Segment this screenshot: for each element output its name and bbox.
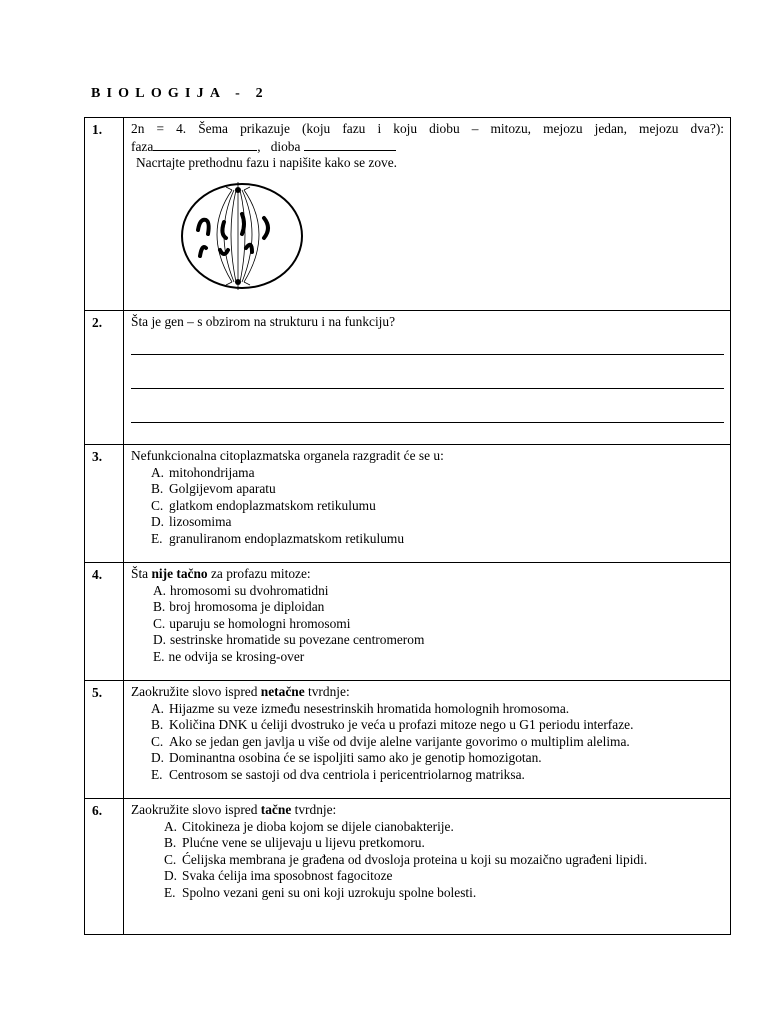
question-body [124,681,731,799]
option-c[interactable] [151,734,724,751]
option-letter: C. [151,733,164,749]
question-row [85,118,731,311]
option-letter: B. [153,599,166,615]
question-emphasis: nije tačno [151,566,208,581]
question-body [124,311,731,445]
question-emphasis: tačne [260,802,292,817]
question-number: 3. [85,445,124,563]
option-c[interactable] [153,616,724,633]
option-text: Količina DNK u ćeliji dvostruko je veća u profazi mitoze nego u G1 periodu interfaze. [169,717,634,733]
question-row [85,311,731,445]
faza-label: faza [131,138,154,154]
option-letter: B. [151,481,164,497]
option-letter: D. [164,868,178,884]
option-letter: B. [164,835,177,851]
option-b[interactable] [151,481,724,498]
question-number: 6. [85,799,124,935]
option-e[interactable] [164,885,724,902]
question-row [85,445,731,563]
question-text-part: tvrdnje: [291,802,337,817]
question-text-part: tvrdnje: [304,684,350,699]
question-row [85,563,731,681]
option-a[interactable] [151,701,724,718]
option-a[interactable] [151,465,724,482]
question-body [124,118,731,311]
question-text: Nefunkcionalna citoplazmatska organela razgradit će se u: [131,448,444,463]
option-letter: D. [153,632,167,648]
option-d[interactable] [151,514,724,531]
question-text-part: Zaokružite slovo ispred [131,684,261,699]
answer-line[interactable] [131,355,724,389]
answer-line-faza-dioba: faza , dioba [131,138,724,156]
question-emphasis: netačne [260,684,305,699]
option-text: ne odvija se krosing-over [168,648,305,664]
option-text: granuliranom endoplazmatskom retikulumu [169,530,405,546]
option-text: Centrosom se sastoji od dva centriola i pericentriolarnog matriksa. [169,766,525,782]
question-text [131,566,724,583]
option-text: glatkom endoplazmatskom retikulumu [169,497,376,513]
option-letter: C. [164,851,177,867]
option-c[interactable] [164,852,724,869]
cell-anaphase-diagram-icon [176,178,306,296]
option-letter: A. [164,818,178,834]
options-list [131,465,724,548]
options-list [131,701,724,784]
option-a[interactable] [153,583,724,600]
question-number: 4. [85,563,124,681]
option-text: hromosomi su dvohromatidni [170,582,329,598]
question-body [124,799,731,935]
dioba-label: dioba [270,138,301,154]
option-letter: E. [151,766,163,782]
options-list [131,583,724,666]
option-letter: A. [151,464,165,480]
option-letter: E. [151,530,163,546]
question-text: 2n = 4. Šema prikazuje (koju fazu i koju diobu – mitozu, mejozu jedan, mejozu dva?): [131,121,724,136]
question-text [131,684,724,701]
option-letter: B. [151,717,164,733]
dioba-answer-blank[interactable] [304,138,396,151]
question-text-part: Zaokružite slovo ispred [131,802,261,817]
question-text-part: Šta [131,566,152,581]
questions-table [84,117,731,935]
option-text: Golgijevom aparatu [169,481,276,497]
option-b[interactable] [164,835,724,852]
option-text: Spolno vezani geni su oni koji uzrokuju spolne bolesti. [182,884,477,900]
option-letter: E. [153,648,165,664]
option-letter: C. [151,497,164,513]
option-letter: D. [151,514,165,530]
option-text: Svaka ćelija ima sposobnost fagocitoze [182,868,393,884]
question-row [85,681,731,799]
option-text: Ako se jedan gen javlja u više od dvije alelne varijante govorimo o multiplim alelima. [169,733,630,749]
question-body [124,563,731,681]
option-text: Plućne vene se ulijevaju u lijevu pretkomoru. [182,835,425,851]
answer-line[interactable] [131,331,724,355]
option-b[interactable] [151,717,724,734]
question-body [124,445,731,563]
option-e[interactable] [151,767,724,784]
option-letter: A. [151,700,165,716]
option-letter: E. [164,884,176,900]
question-number: 5. [85,681,124,799]
faza-answer-blank[interactable] [153,138,257,151]
option-text: Citokineza je dioba kojom se dijele cianobakterije. [182,818,454,834]
option-d[interactable] [164,868,724,885]
option-text: uparuju se homologni hromosomi [169,615,351,631]
question-number: 1. [85,118,124,311]
option-b[interactable] [153,599,724,616]
page-title: BIOLOGIJA - 2 [91,86,269,101]
option-d[interactable] [153,632,724,649]
option-text: Dominantna osobina će se ispoljiti samo ako je genotip homozigotan. [169,750,542,766]
option-letter: D. [151,750,165,766]
option-e[interactable] [151,531,724,548]
answer-line[interactable] [131,389,724,423]
option-letter: C. [153,615,166,631]
option-c[interactable] [151,498,724,515]
option-text: sestrinske hromatide su povezane centromerom [170,632,425,648]
option-a[interactable] [164,819,724,836]
question-instruction: Nacrtajte prethodnu fazu i napišite kako se zove. [136,155,398,171]
option-d[interactable] [151,750,724,767]
option-text: lizosomima [169,514,232,530]
option-text: mitohondrijama [169,464,255,480]
question-row [85,799,731,935]
question-text-part: za profazu mitoze: [207,566,311,581]
option-text: Ćelijska membrana je građena od dvosloja proteina u koji su mozaično ugrađeni lipidi. [182,851,648,867]
option-text: broj hromosoma je diploidan [169,599,325,615]
option-letter: A. [153,582,167,598]
question-text [131,802,724,819]
question-number: 2. [85,311,124,445]
options-list [131,819,724,902]
option-text: Hijazme su veze između nesestrinskih hromatida homolognih hromosoma. [169,700,570,716]
option-e[interactable] [153,649,724,666]
question-text: Šta je gen – s obzirom na strukturu i na funkciju? [131,314,396,329]
